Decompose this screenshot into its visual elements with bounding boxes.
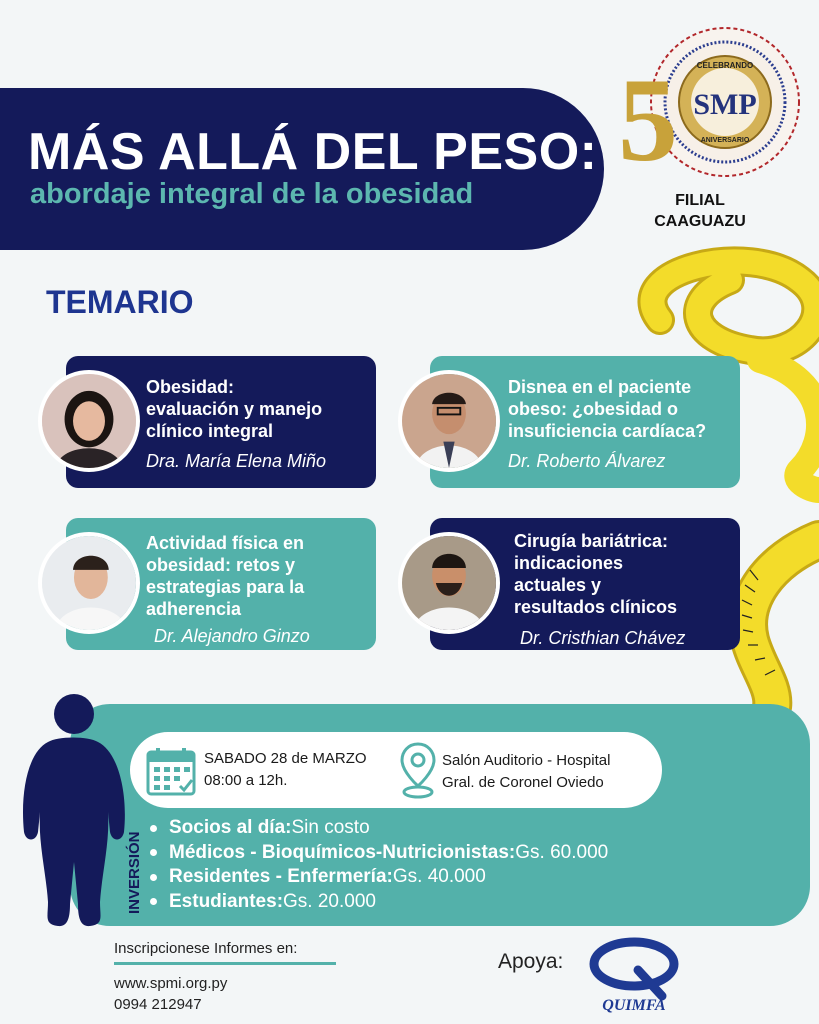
filial-line-1: FILIAL bbox=[675, 192, 725, 209]
talk-title-4 bbox=[514, 530, 677, 618]
talk-speaker-4: Dr. Cristhian Chávez bbox=[520, 628, 686, 648]
page-subtitle: abordaje integral de la obesidad bbox=[30, 178, 474, 210]
talk-title-4-line-3: actuales y bbox=[514, 575, 602, 595]
talk-title-3-line-1: Actividad física en bbox=[146, 533, 305, 553]
body-silhouette-icon bbox=[18, 692, 128, 932]
talk-title-1-line-1: Obesidad: bbox=[146, 377, 235, 397]
event-date-time bbox=[204, 748, 367, 792]
event-location bbox=[442, 750, 610, 794]
talk-title-2-line-2: obeso: ¿obesidad o bbox=[508, 399, 679, 419]
event-date: SABADO 28 de MARZO bbox=[204, 750, 367, 767]
price-category: Residentes - Enfermería: bbox=[169, 866, 393, 887]
price-item-socios bbox=[150, 816, 608, 841]
talk-title-1 bbox=[146, 376, 322, 442]
sponsor-label: Apoya: bbox=[498, 950, 564, 973]
talk-title-3 bbox=[146, 532, 304, 620]
price-item-estudiantes bbox=[150, 890, 608, 915]
speaker-photo-4 bbox=[398, 532, 500, 634]
logo-mark: SMP bbox=[693, 88, 757, 121]
price-value: Gs. 40.000 bbox=[392, 866, 486, 887]
talk-title-1-line-2: evaluación y manejo bbox=[146, 399, 323, 419]
talk-title-1-line-3: clínico integral bbox=[146, 421, 274, 441]
talk-title-4-line-4: resultados clínicos bbox=[514, 597, 678, 617]
talk-speaker-3: Dr. Alejandro Ginzo bbox=[154, 626, 310, 646]
registration-underline bbox=[114, 962, 336, 965]
inversion-vertical-label bbox=[118, 820, 148, 916]
filial-line-2: CAAGUAZU bbox=[654, 213, 746, 230]
talk-speaker-2: Dr. Roberto Álvarez bbox=[508, 451, 666, 471]
bullet-icon bbox=[150, 874, 157, 881]
talk-title-2-line-1: Disnea en el paciente bbox=[508, 377, 692, 397]
price-value: Sin costo bbox=[291, 817, 370, 838]
website-link[interactable]: www.spmi.org.py bbox=[114, 975, 228, 992]
talk-speaker-1: Dra. María Elena Miño bbox=[146, 451, 327, 471]
filial-label bbox=[640, 190, 760, 232]
speaker-photo-3 bbox=[38, 532, 140, 634]
logo-top-text: CELEBRANDO bbox=[696, 61, 754, 70]
talk-title-3-line-2: obesidad: retos y bbox=[146, 555, 296, 575]
event-location-line-2: Gral. de Coronel Oviedo bbox=[442, 774, 604, 791]
phone-number: 0994 212947 bbox=[114, 996, 202, 1013]
page-title: MÁS ALLÁ DEL PESO: bbox=[28, 123, 598, 181]
price-list bbox=[150, 816, 608, 914]
location-pin-icon bbox=[400, 742, 436, 800]
bullet-icon bbox=[150, 825, 157, 832]
talk-title-4-line-2: indicaciones bbox=[514, 553, 624, 573]
speaker-photo-2 bbox=[398, 370, 500, 472]
price-category: Socios al día: bbox=[169, 817, 292, 838]
talk-title-3-line-3: estrategias para la bbox=[146, 577, 305, 597]
logo-number-digit: 5 bbox=[618, 53, 678, 180]
registration-heading: Inscripcionese Informes en: bbox=[114, 940, 298, 957]
bullet-icon bbox=[150, 898, 157, 905]
talk-title-4-line-1: Cirugía bariátrica: bbox=[514, 531, 669, 551]
anniversary-logo bbox=[610, 20, 800, 180]
price-category: Médicos - Bioquímicos-Nutricionistas: bbox=[169, 841, 516, 863]
talk-title-2 bbox=[508, 376, 706, 442]
section-heading-temario: TEMARIO bbox=[46, 284, 194, 320]
logo-bottom-text: ANIVERSARIO bbox=[700, 137, 750, 144]
price-value: Gs. 60.000 bbox=[515, 841, 609, 863]
svg-text:INVERSIÓN: INVERSIÓN bbox=[126, 831, 143, 914]
svg-text:QUIMFA: QUIMFA bbox=[602, 997, 666, 1014]
bullet-icon bbox=[150, 849, 157, 856]
calendar-icon bbox=[146, 746, 196, 796]
quimfa-logo bbox=[586, 934, 682, 1014]
price-item-medicos bbox=[150, 841, 608, 866]
price-item-residentes bbox=[150, 865, 608, 890]
event-time: 08:00 a 12h. bbox=[204, 772, 288, 789]
speaker-photo-1 bbox=[38, 370, 140, 472]
price-category: Estudiantes: bbox=[169, 890, 284, 912]
contact-info bbox=[114, 973, 227, 1015]
talk-title-3-line-4: adherencia bbox=[146, 599, 242, 619]
talk-title-2-line-3: insuficiencia cardíaca? bbox=[508, 421, 707, 441]
event-location-line-1: Salón Auditorio - Hospital bbox=[442, 752, 611, 769]
price-value: Gs. 20.000 bbox=[283, 890, 376, 912]
